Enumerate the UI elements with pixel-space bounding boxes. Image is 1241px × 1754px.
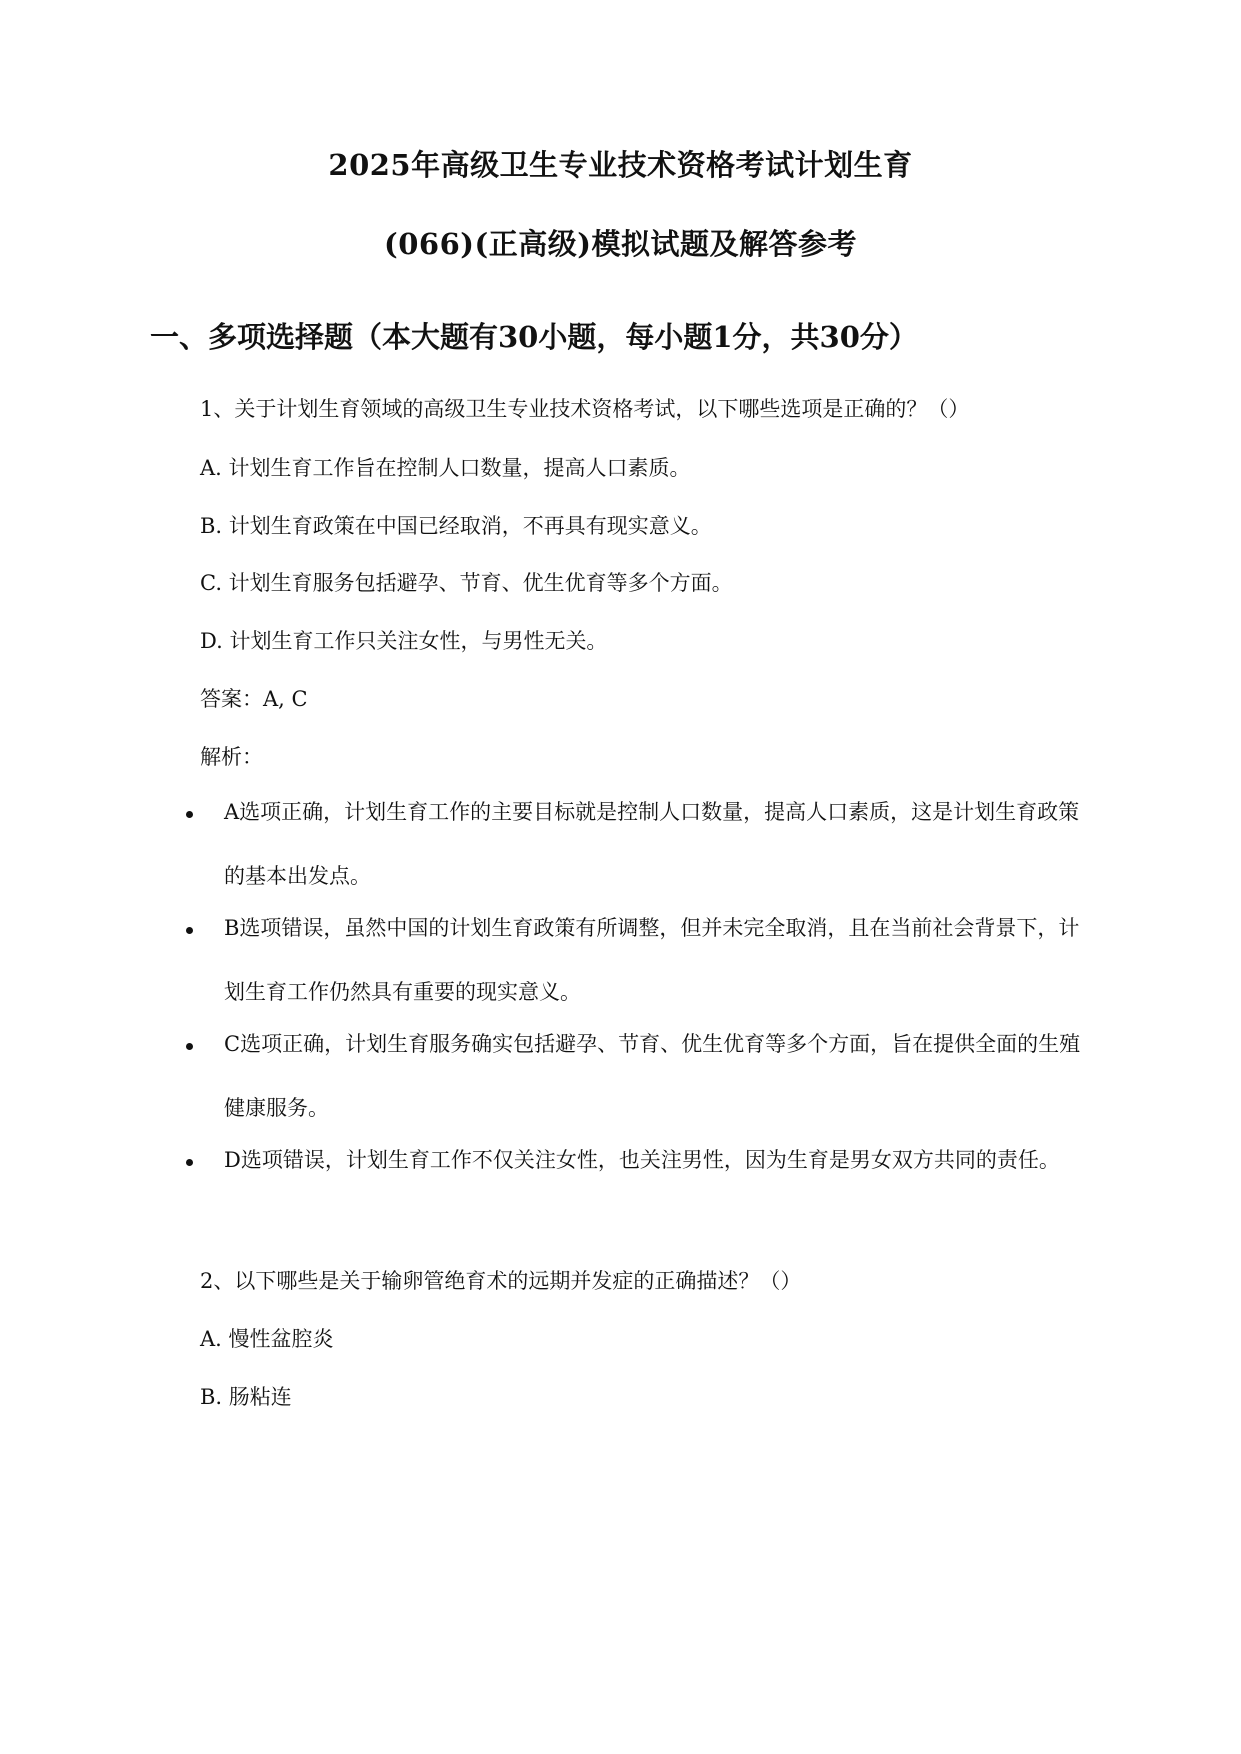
question-2-option-a: A. 慢性盆腔炎: [200, 1327, 334, 1351]
bullet-icon: [186, 1159, 193, 1166]
bullet-icon: [186, 1043, 193, 1050]
analysis-text-b: B选项错误，虽然中国的计划生育政策有所调整，但并未完全取消，且在当前社会背景下，计划生育工作仍然具有重要的现实意义。: [224, 916, 1080, 1004]
document-title-line-1: 2025年高级卫生专业技术资格考试计划生育: [328, 148, 913, 182]
bullet-icon: [186, 927, 193, 934]
question-1-option-d: D. 计划生育工作只关注女性，与男性无关。: [200, 629, 608, 653]
question-1-option-c: C. 计划生育服务包括避孕、节育、优生优育等多个方面。: [200, 571, 733, 595]
question-1-option-b: B. 计划生育政策在中国已经取消，不再具有现实意义。: [200, 514, 712, 538]
analysis-text-a: A选项正确，计划生育工作的主要目标就是控制人口数量，提高人口素质，这是计划生育政策的基本出发点。: [224, 800, 1080, 888]
document-title-line-2: (066)(正高级)模拟试题及解答参考: [384, 227, 857, 261]
question-1-analysis-label: 解析：: [200, 745, 263, 769]
analysis-text-d: D选项错误，计划生育工作不仅关注女性，也关注男性，因为生育是男女双方共同的责任。: [224, 1148, 1060, 1172]
analysis-text-c: C选项正确，计划生育服务确实包括避孕、节育、优生优育等多个方面，旨在提供全面的生殖健康服务。: [224, 1032, 1081, 1120]
question-2-option-b: B. 肠粘连: [200, 1385, 292, 1409]
question-1-option-a: A. 计划生育工作旨在控制人口数量，提高人口素质。: [200, 456, 691, 480]
question-2-stem: 2、以下哪些是关于输卵管绝育术的远期并发症的正确描述？（）: [200, 1269, 802, 1293]
section-heading: 一、多项选择题（本大题有30小题，每小题1分，共30分）: [150, 320, 918, 354]
question-1-answer: 答案：A, C: [200, 687, 308, 711]
bullet-icon: [186, 811, 193, 818]
question-1-stem: 1、关于计划生育领域的高级卫生专业技术资格考试，以下哪些选项是正确的？（）: [200, 397, 970, 421]
